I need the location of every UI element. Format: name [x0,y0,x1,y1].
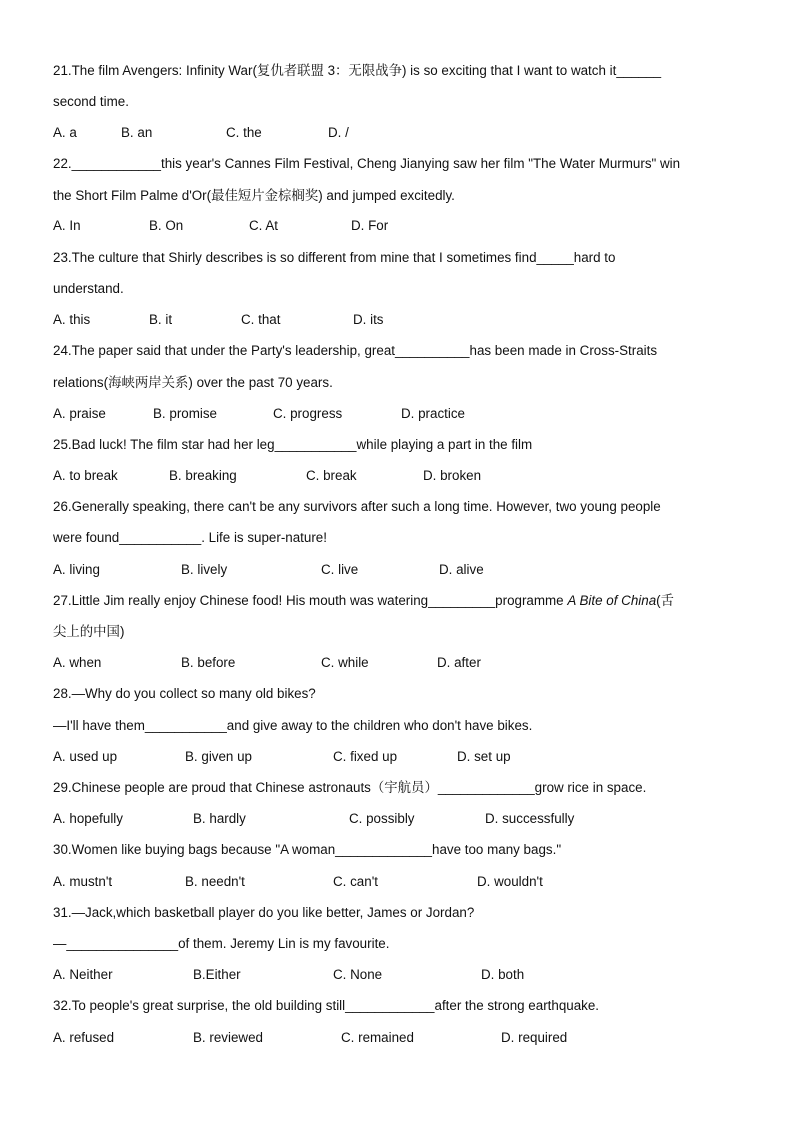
answer-blank: ___________ [144,718,227,733]
question-28-line-1 [53,685,741,703]
question-text: programme [495,593,568,608]
option-a: A. this [53,312,91,327]
question-30-line-1 [53,841,741,859]
option-c: C. progress [273,406,343,421]
option-d: D. both [481,967,525,982]
question-24-line-2 [53,374,741,392]
programme-title: A Bite of China [567,593,657,608]
option-d: D. after [437,655,481,670]
option-b: B. promise [153,406,217,421]
option-d: D. alive [439,562,484,577]
option-c: C. that [241,312,281,327]
question-text: understand. [53,281,124,296]
option-c: C. can't [333,874,378,889]
question-number: 31. [53,905,72,920]
question-number: 27. [53,593,72,608]
option-a: A. living [53,562,100,577]
option-a: A. refused [53,1030,115,1045]
question-22-line-1 [53,155,741,173]
question-text: relations(海峡两岸关系) over the past 70 years. [53,375,333,390]
option-b: B. On [149,218,184,233]
option-a: A. used up [53,749,118,764]
option-d: D. successfully [485,811,575,826]
question-number: 29. [53,780,72,795]
option-d: D. broken [423,468,482,483]
question-23-line-2 [53,280,741,298]
option-b: B. lively [181,562,228,577]
question-text: while playing a part in the film [356,437,533,452]
question-text: this year's Cannes Film Festival, Cheng Jianying saw her film "The Water Murmurs" win [161,156,681,171]
option-c: C. At [249,218,279,233]
option-b: B. needn't [185,874,245,889]
question-text: second time. [53,94,129,109]
question-number: 25. [53,437,72,452]
question-text: —Why do you collect so many old bikes? [71,686,316,701]
option-c: C. None [333,967,383,982]
question-number: 24. [53,343,72,358]
question-number: 21. [53,63,72,78]
question-text: —Jack,which basketball player do you like better, James or Jordan? [71,905,475,920]
question-27-line-1 [53,592,741,610]
question-23-line-1 [53,249,741,267]
option-d: D. its [353,312,384,327]
question-text: Little Jim really enjoy Chinese food! His mouth was watering [71,593,429,608]
question-text: The paper said that under the Party's leadership, great [71,343,396,358]
option-c: C. break [306,468,357,483]
question-text: . Life is super-nature! [201,530,327,545]
option-c: C. possibly [349,811,415,826]
question-text: —I'll have them [53,718,145,733]
question-text: 尖上的中国) [53,624,125,639]
option-a: A. when [53,655,102,670]
option-a: A. Neither [53,967,113,982]
option-b: B.Either [193,967,241,982]
option-c: C. while [321,655,369,670]
question-31-line-1 [53,904,741,922]
question-28-line-2 [53,717,741,735]
question-text: of them. Jeremy Lin is my favourite. [178,936,390,951]
question-number: 30. [53,842,72,857]
option-a: A. to break [53,468,118,483]
question-number: 28. [53,686,72,701]
question-text: The film Avengers: Infinity War(复仇者联盟 3：无限战争) is so exciting that I want to watch it [71,63,617,78]
question-text: To people's great surprise, the old building still [71,998,346,1013]
question-text: were found [53,530,120,545]
question-text: Chinese people are proud that Chinese astronauts（宇航员） [71,780,438,795]
option-b: B. before [181,655,236,670]
option-a: A. In [53,218,81,233]
option-a: A. hopefully [53,811,123,826]
question-text: has been made in Cross-Straits [469,343,658,358]
option-b: B. reviewed [193,1030,263,1045]
option-c: C. live [321,562,359,577]
answer-blank: ____________ [71,156,161,171]
option-d: D. required [501,1030,568,1045]
question-text: Women like buying bags because "A woman [71,842,336,857]
question-text: The culture that Shirly describes is so different from mine that I sometimes find [71,250,537,265]
question-text: and give away to the children who don't have bikes. [226,718,533,733]
option-d: D. wouldn't [477,874,543,889]
question-text: hard to [573,250,616,265]
answer-blank: ___________ [274,437,357,452]
answer-blank: _______________ [66,936,179,951]
question-26-line-2 [53,529,741,547]
question-text: the Short Film Palme d'Or(最佳短片金棕榈奖) and jumped excitedly. [53,188,455,203]
option-b: B. it [149,312,173,327]
option-d: D. practice [401,406,465,421]
question-number: 26. [53,499,72,514]
question-24-line-1 [53,342,741,360]
question-25-line-1 [53,436,741,454]
option-b: B. hardly [193,811,246,826]
question-text: Generally speaking, there can't be any survivors after such a long time. However, two young people [71,499,661,514]
question-number: 23. [53,250,72,265]
question-27-line-2 [53,623,741,641]
question-26-line-1 [53,498,741,516]
question-text: have too many bags." [432,842,562,857]
answer-blank: __________ [395,343,470,358]
question-text: grow rice in space. [534,780,647,795]
question-text: (舌 [656,593,675,608]
question-21-line-2 [53,93,741,111]
question-number: 32. [53,998,72,1013]
option-b: B. given up [185,749,252,764]
question-29-line-1 [53,779,741,797]
question-31-line-2 [53,935,741,953]
option-d: D. / [328,125,349,140]
question-number: 22. [53,156,72,171]
question-32-line-1 [53,997,741,1015]
answer-blank: _____ [536,250,574,265]
answer-blank: ___________ [119,530,202,545]
option-b: B. breaking [169,468,237,483]
option-c: C. fixed up [333,749,398,764]
answer-blank: _____________ [437,780,535,795]
question-text: — [53,936,67,951]
answer-blank: ______ [616,63,662,78]
option-d: D. For [351,218,389,233]
option-b: B. an [121,125,153,140]
option-c: C. remained [341,1030,414,1045]
question-text: after the strong earthquake. [434,998,600,1013]
option-c: C. the [226,125,262,140]
option-a: A. a [53,125,77,140]
option-a: A. mustn't [53,874,113,889]
question-21-line-1 [53,62,741,80]
question-22-line-2 [53,187,741,205]
question-text: Bad luck! The film star had her leg [71,437,275,452]
option-a: A. praise [53,406,106,421]
answer-blank: ____________ [345,998,435,1013]
answer-blank: _________ [428,593,496,608]
option-d: D. set up [457,749,511,764]
answer-blank: _____________ [335,842,432,857]
